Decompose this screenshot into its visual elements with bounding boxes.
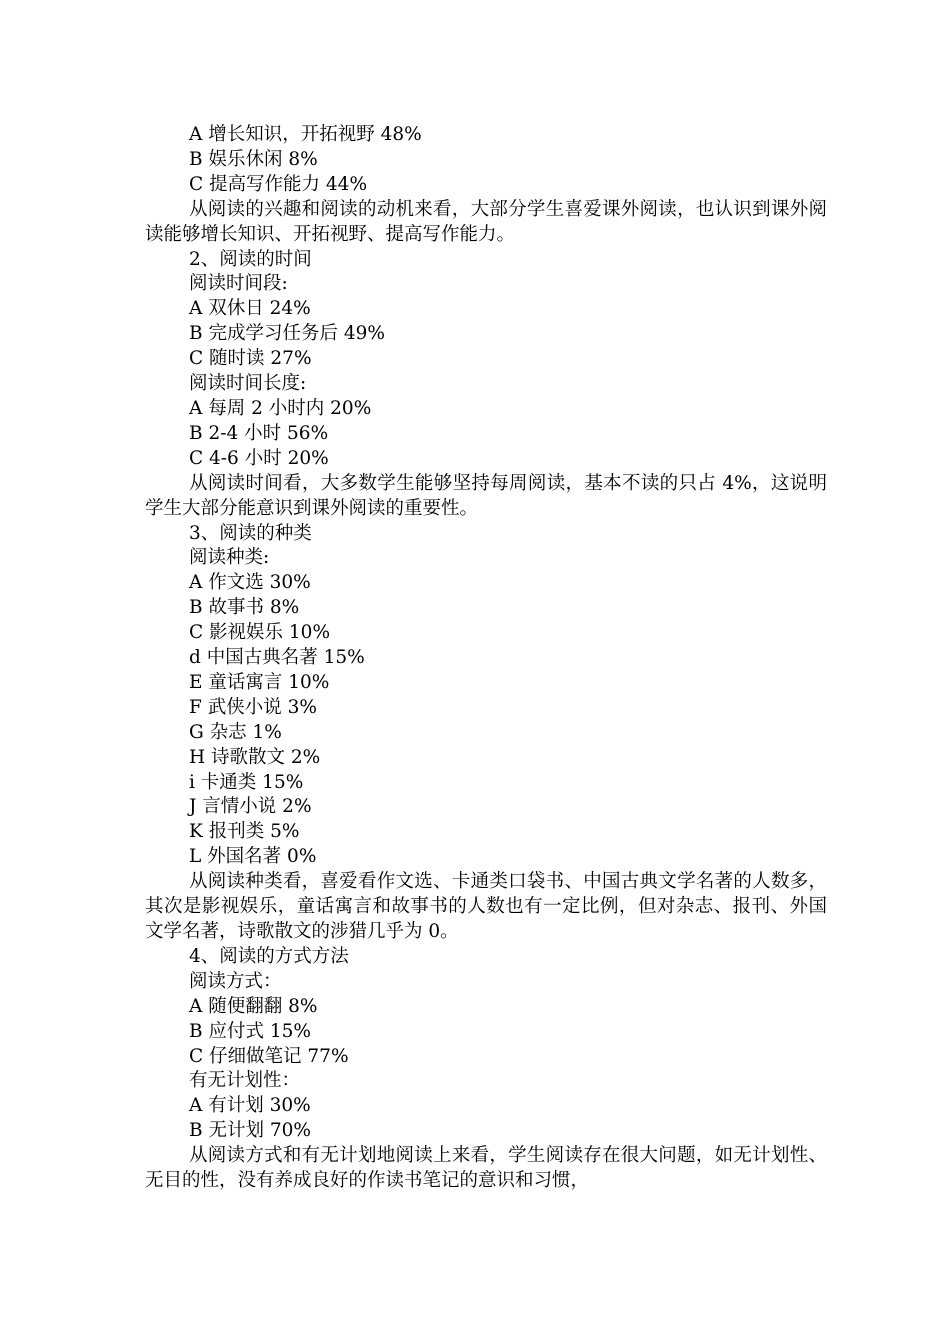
document-body: [145, 123, 827, 1194]
text-line: C 影视娱乐 10%: [189, 622, 331, 644]
text-line: 阅读时间段:: [189, 273, 288, 295]
text-line: d 中国古典名著 15%: [189, 647, 365, 669]
section-heading: 4、阅读的方式方法: [189, 945, 349, 967]
text-line: E 童话寓言 10%: [189, 671, 330, 693]
text-line: G 杂志 1%: [189, 721, 282, 743]
text-line: 阅读种类:: [189, 547, 270, 569]
text-line: B 无计划 70%: [189, 1120, 311, 1142]
text-line: C 随时读 27%: [189, 348, 312, 370]
text-line: A 作文选 30%: [189, 572, 311, 594]
text-line: H 诗歌散文 2%: [189, 746, 321, 768]
paragraph: 从阅读方式和有无计划地阅读上来看，学生阅读存在很大问题，如无计划性、无目的性，没有养成良好的作读书笔记的意识和习惯，: [145, 1145, 827, 1192]
section-heading: 3、阅读的种类: [189, 522, 312, 544]
text-line: C 仔细做笔记 77%: [189, 1045, 349, 1067]
text-line: B 完成学习任务后 49%: [189, 323, 385, 345]
text-line: C 提高写作能力 44%: [189, 173, 368, 195]
text-line: C 4-6 小时 20%: [189, 447, 329, 469]
text-line: B 2-4 小时 56%: [189, 422, 329, 444]
paragraph: 从阅读种类看，喜爱看作文选、卡通类口袋书、中国古典文学名著的人数多，其次是影视娱乐，童话寓言和故事书的人数也有一定比例，但对杂志、报刊、外国文学名著，诗歌散文的涉猎几乎为 0。: [145, 871, 827, 942]
text-line: A 双休日 24%: [189, 298, 311, 320]
section-heading: 2、阅读的时间: [189, 248, 312, 270]
text-line: K 报刊类 5%: [189, 821, 300, 843]
text-line: J 言情小说 2%: [189, 796, 312, 818]
text-line: B 应付式 15%: [189, 1020, 311, 1042]
text-line: A 每周 2 小时内 20%: [189, 397, 372, 419]
text-line: A 随便翻翻 8%: [189, 995, 318, 1017]
text-line: 有无计划性：: [189, 1070, 301, 1092]
text-line: F 武侠小说 3%: [189, 696, 317, 718]
text-line: B 故事书 8%: [189, 597, 300, 619]
text-line: i 卡通类 15%: [189, 771, 304, 793]
text-line: 阅读时间长度:: [189, 373, 307, 395]
text-line: A 有计划 30%: [189, 1095, 311, 1117]
paragraph: 从阅读时间看，大多数学生能够坚持每周阅读，基本不读的只占 4%，这说明学生大部分能意识到课外阅读的重要性。: [145, 472, 827, 519]
text-line: B 娱乐休闲 8%: [189, 148, 318, 170]
text-line: 阅读方式：: [189, 970, 282, 992]
paragraph: 从阅读的兴趣和阅读的动机来看，大部分学生喜爱课外阅读，也认识到课外阅读能够增长知识、开拓视野、提高写作能力。: [145, 198, 827, 245]
text-line: L 外国名著 0%: [189, 846, 317, 868]
text-line: A 增长知识，开拓视野 48%: [189, 124, 422, 145]
